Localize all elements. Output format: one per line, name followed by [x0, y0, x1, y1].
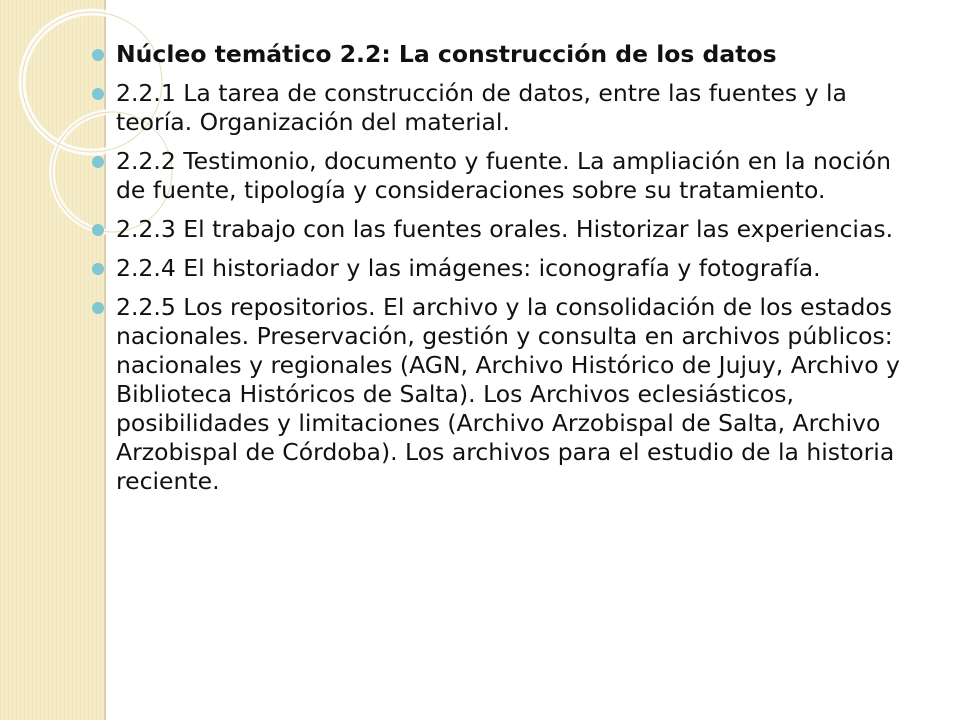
bullet-item-2-2-5 [92, 293, 922, 496]
bullet-item-2-2-3 [92, 215, 922, 244]
slide-content [92, 40, 922, 506]
bullet-text: 2.2.2 Testimonio, documento y fuente. La ampliación en la noción de fuente, tipología y consideraciones sobre su tratamiento. [116, 147, 892, 204]
bullet-text: 2.2.1 La tarea de construcción de datos, entre las fuentes y la teoría. Organización del material. [116, 79, 847, 136]
bullet-dot-icon [92, 263, 104, 275]
bullet-item-2-2-4 [92, 254, 922, 283]
bullet-text: 2.2.5 Los repositorios. El archivo y la consolidación de los estados nacionales. Preservación, gestión y consulta en archivos públicos: nacionales y regionales (AGN, Archivo Histórico de Jujuy, Archivo y Biblioteca Históricos de Salta). Los Archivos eclesiásticos, posibilidades y limitaciones (Archivo Arzobispal de Salta, Archivo Arzobispal de Córdoba). Los archivos para el estudio de la historia reciente. [116, 293, 900, 495]
bullet-dot-icon [92, 156, 104, 168]
bullet-item-2-2-1 [92, 79, 922, 137]
bullet-dot-icon [92, 49, 104, 61]
bullet-item-title [92, 40, 922, 69]
bullet-text: Núcleo temático 2.2: La construcción de los datos [116, 40, 777, 68]
bullet-text: 2.2.3 El trabajo con las fuentes orales. Historizar las experiencias. [116, 215, 894, 243]
bullet-dot-icon [92, 88, 104, 100]
bullet-list [92, 40, 922, 496]
bullet-item-2-2-2 [92, 147, 922, 205]
bullet-dot-icon [92, 302, 104, 314]
bullet-text: 2.2.4 El historiador y las imágenes: iconografía y fotografía. [116, 254, 821, 282]
bullet-dot-icon [92, 224, 104, 236]
